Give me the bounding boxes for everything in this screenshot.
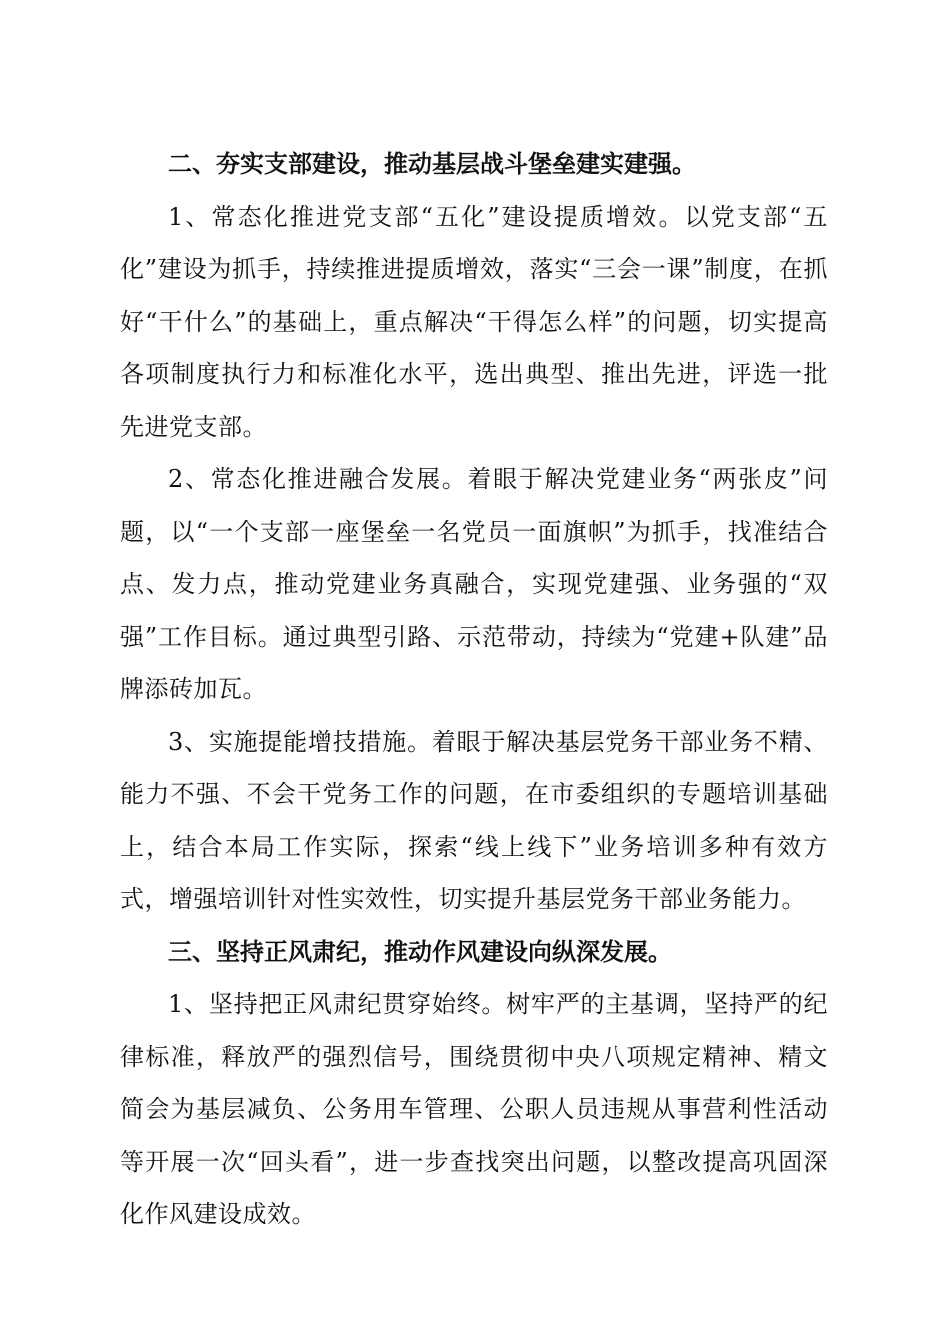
section-heading-3: 三、坚持正风肃纪，推动作风建设向纵深发展。 (168, 937, 672, 966)
document-body (120, 138, 828, 1241)
section-heading-2: 二、夯实支部建设，推动基层战斗堡垒建实建强。 (168, 150, 696, 178)
paragraph-3-1: 1、坚持把正风肃纪贯穿始终。树牢严的主基调，坚持严的纪律标准，释放严的强烈信号，围绕贯彻中央八项规定精神、精文简会为基层减负、公务用车管理、公职人员违规从事营利性活动等开展一次“回头看”，进一步查找突出问题，以整改提高巩固深化作风建设成效。 (120, 990, 828, 1228)
paragraph-2-3: 3、实施提能增技措施。着眼于解决基层党务干部业务不精、能力不强、不会干党务工作的问题，在市委组织的专题培训基础上，结合本局工作实际，探索“线上线下”业务培训多种有效方式，增强培训针对性实效性，切实提升基层党务干部业务能力。 (120, 727, 828, 913)
paragraph-2-1: 1、常态化推进党支部“五化”建设提质增效。以党支部“五化”建设为抓手，持续推进提质增效，落实“三会一课”制度，在抓好“干什么”的基础上，重点解决“干得怎么样”的问题，切实提高各项制度执行力和标准化水平，选出典型、推出先进，评选一批先进党支部。 (120, 202, 828, 441)
paragraph-2-2: 2、常态化推进融合发展。着眼于解决党建业务“两张皮”问题，以“一个支部一座堡垒一名党员一面旗帜”为抓手，找准结合点、发力点，推动党建业务真融合，实现党建强、业务强的“双强”工作目标。通过典型引路、示范带动，持续为“党建+队建”品牌添砖加瓦。 (120, 465, 828, 703)
